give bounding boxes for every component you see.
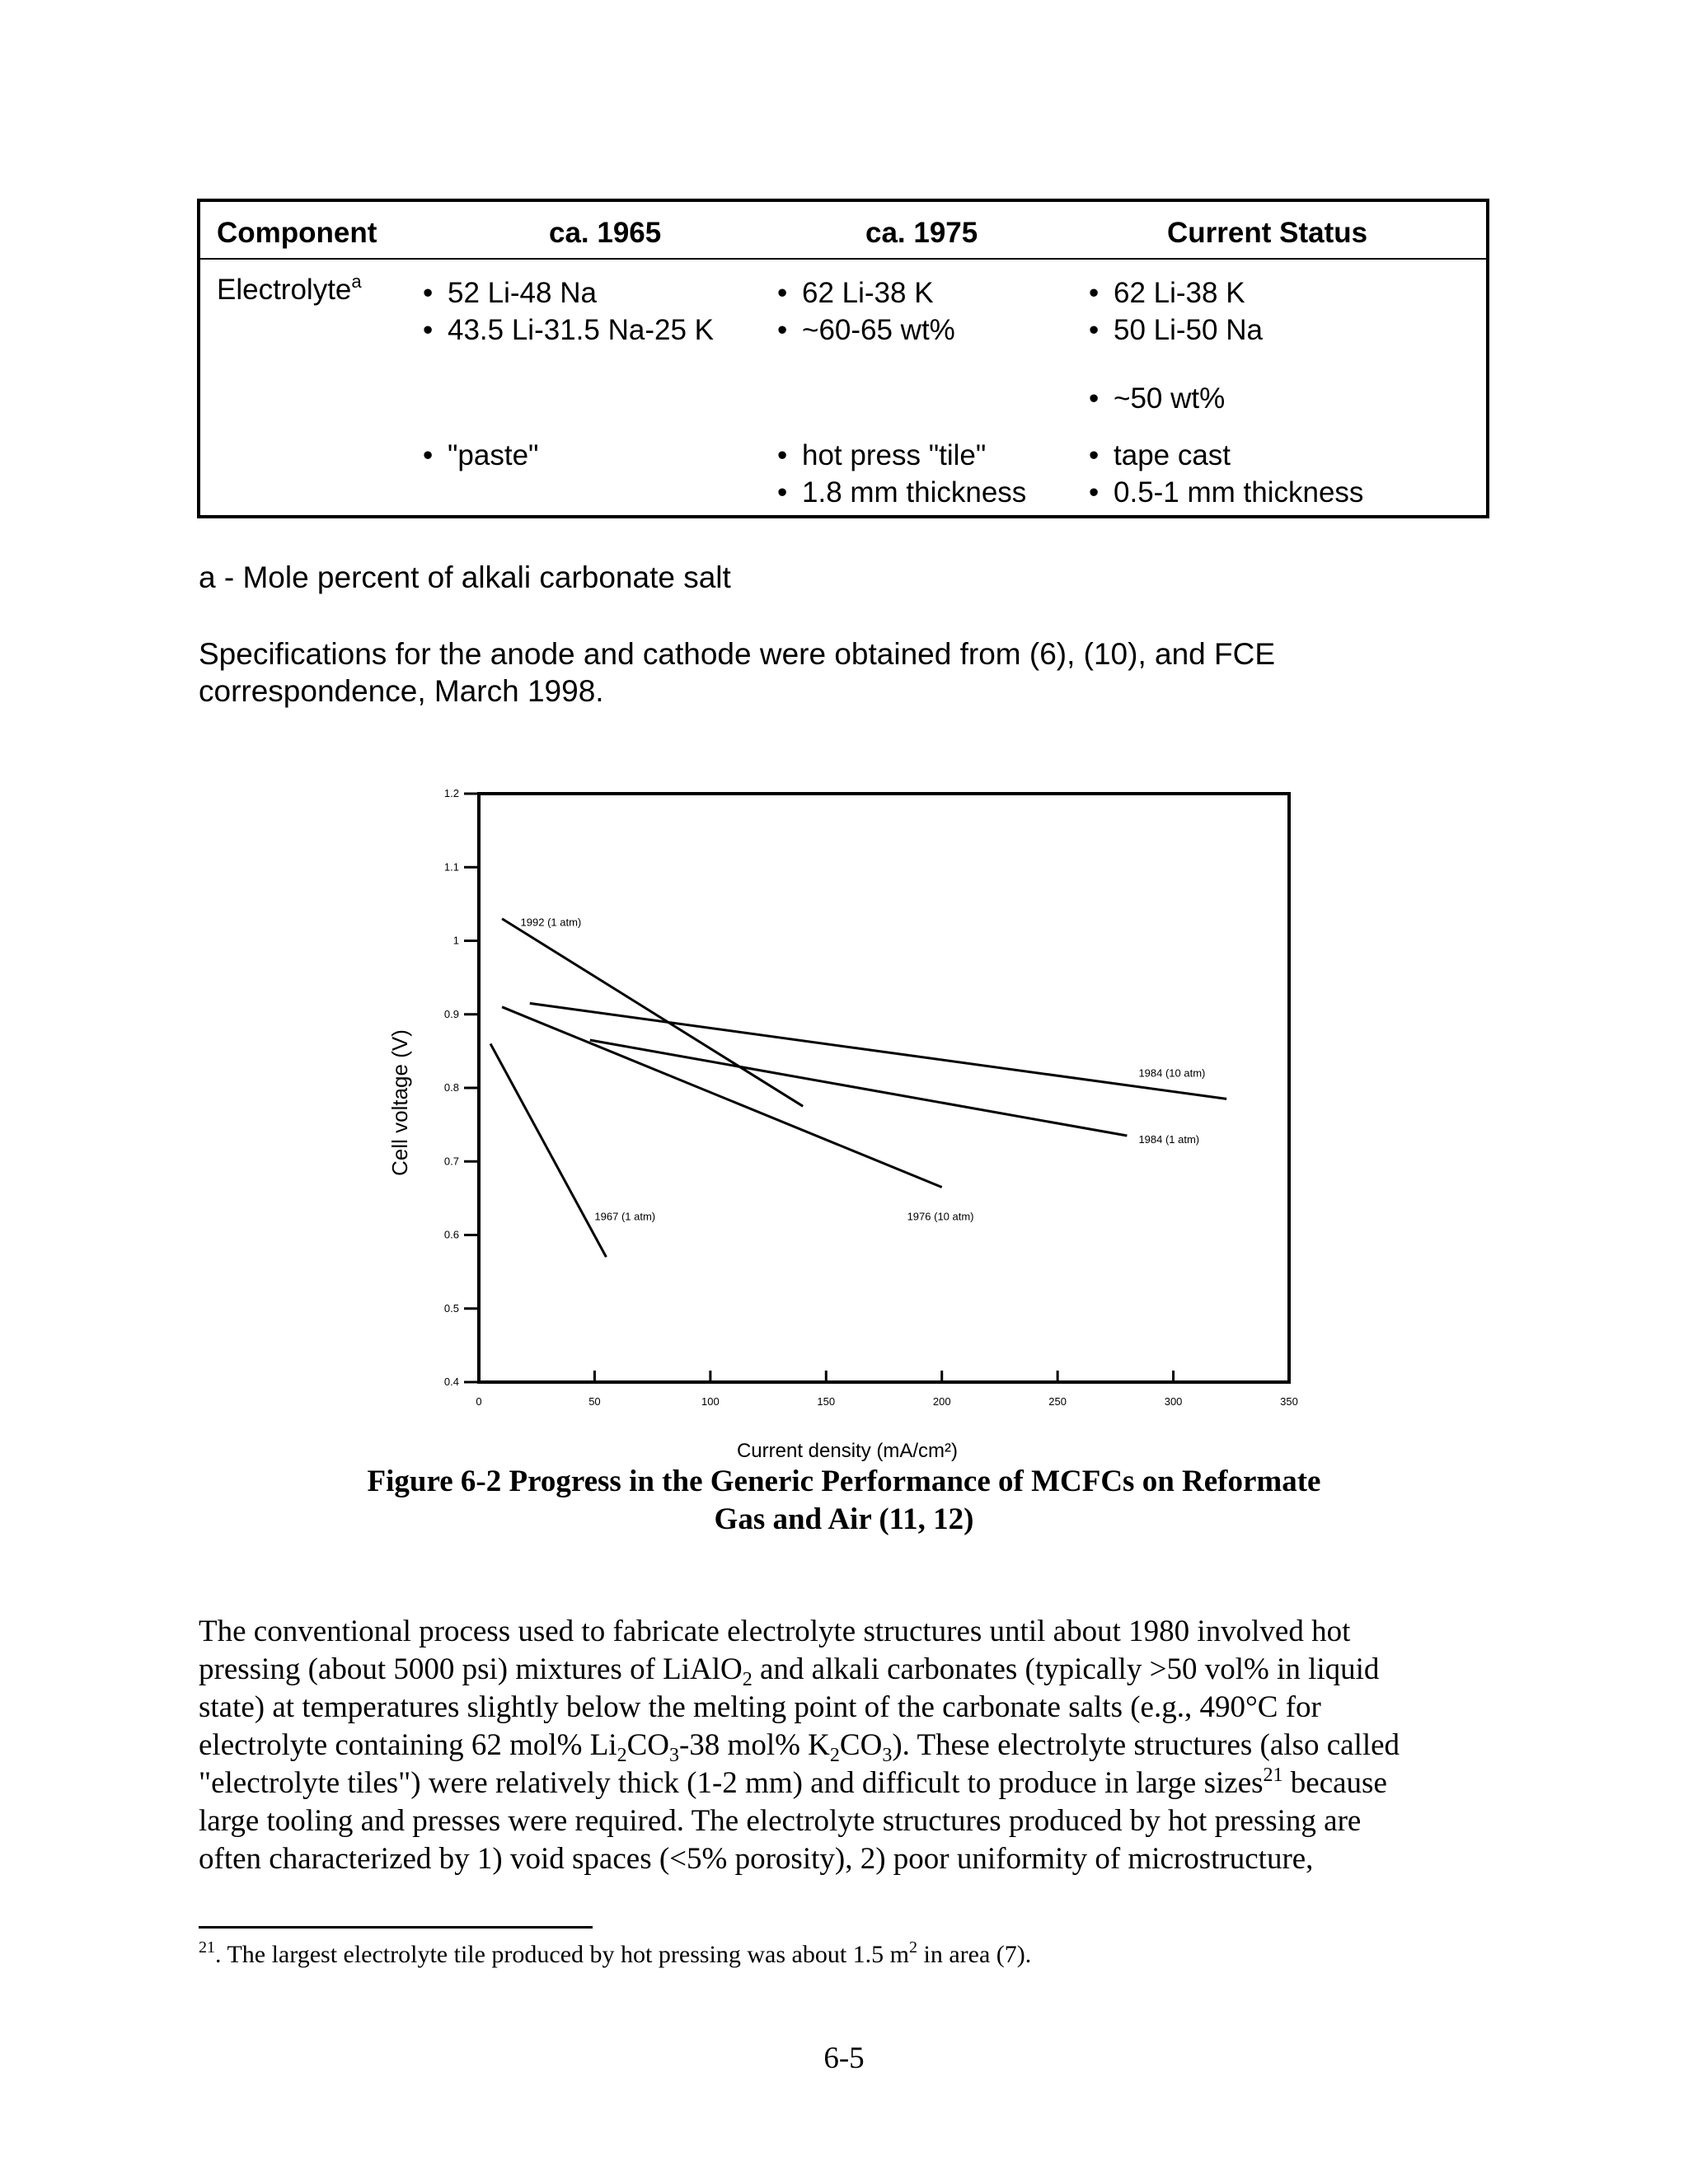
series-label: 1992 (1 atm)	[520, 916, 582, 929]
body-line-6: large tooling and presses were required. The electrolyte structures produced by hot pressing are	[199, 1804, 1362, 1838]
y-tick-label: 0.8	[443, 1081, 459, 1094]
text-run: in area (7).	[917, 1941, 1032, 1968]
table-footnote-a: a - Mole percent of alkali carbonate salt	[199, 560, 731, 594]
body-line-1: The conventional process used to fabricate electrolyte structures until about 1980 involved hot	[199, 1615, 1351, 1648]
figure-caption-line-2: Gas and Air (11, 12)	[714, 1502, 974, 1536]
x-tick-label: 50	[588, 1395, 601, 1408]
page-number: 6-5	[823, 2041, 865, 2075]
x-tick-label: 0	[476, 1395, 482, 1408]
component-name: Electrolyte	[217, 274, 352, 306]
text-run: . The largest electrolyte tile produced by hot pressing was about 1.5 m	[215, 1941, 910, 1968]
text-run: "electrolyte tiles") were relatively thick (1-2 mm) and difficult to produce in large sizes	[199, 1766, 1264, 1800]
series-lines	[490, 919, 1226, 1258]
footnote-reference[interactable]: 21	[1263, 1765, 1283, 1786]
text-run: pressing (about 5000 psi) mixtures of LiAlO	[199, 1652, 743, 1686]
subscript: 3	[882, 1745, 893, 1766]
series-line	[590, 1040, 1128, 1136]
text-run: electrolyte containing 62 mol% Li	[199, 1728, 617, 1762]
list-item: • 62 Li-38 K	[777, 274, 955, 312]
y-tick-label: 0.6	[443, 1228, 459, 1241]
header-ca-1965: ca. 1965	[549, 217, 662, 249]
superscript: 2	[909, 1938, 918, 1957]
series-line	[490, 1043, 606, 1257]
cell-current-composition	[1089, 274, 1263, 349]
plot-frame	[479, 794, 1289, 1382]
cell-1975-composition	[777, 274, 955, 349]
header-divider	[200, 258, 1486, 260]
text-run: and alkali carbonates (typically >50 vol% in liquid	[752, 1652, 1380, 1686]
y-tick-label: 1.2	[443, 787, 459, 799]
text-run: because	[1282, 1766, 1387, 1800]
list-item: • 62 Li-38 K	[1089, 274, 1263, 312]
figure-caption-line-1: Figure 6-2 Progress in the Generic Performance of MCFCs on Reformate	[367, 1465, 1321, 1498]
y-tick-label: 0.5	[443, 1301, 459, 1315]
electrolyte-spec-table	[197, 199, 1489, 518]
component-footnote-marker: a	[351, 271, 362, 292]
y-axis-ticks	[444, 787, 479, 1388]
body-line-5	[199, 1765, 1387, 1802]
list-item: • 0.5-1 mm thickness	[1089, 474, 1363, 511]
series-label: 1984 (10 atm)	[1138, 1066, 1206, 1080]
x-tick-label: 300	[1164, 1395, 1183, 1408]
series-line	[530, 1003, 1226, 1099]
cell-1965-composition	[423, 274, 714, 349]
y-tick-label: 1	[452, 934, 459, 947]
body-line-7: often characterized by 1) void spaces (<5% porosity), 2) poor uniformity of microstructure,	[199, 1842, 1314, 1876]
body-line-3: state) at temperatures slightly below the melting point of the carbonate salts (e.g., 490°C for	[199, 1690, 1321, 1724]
footnote-21	[199, 1938, 1031, 1971]
footnote-mark: 21	[199, 1938, 215, 1957]
y-tick-label: 1.1	[443, 860, 459, 874]
cell-current-form	[1089, 437, 1363, 511]
y-axis-title: Cell voltage (V)	[387, 1029, 412, 1176]
list-item: • tape cast	[1089, 437, 1363, 474]
text-run: CO	[839, 1728, 883, 1762]
spec-source-line-1: Specifications for the anode and cathode were obtained from (6), (10), and FCE	[199, 637, 1276, 671]
series-label: 1967 (1 atm)	[594, 1210, 656, 1223]
x-axis-ticks	[476, 1371, 1297, 1408]
y-tick-label: 0.4	[443, 1376, 459, 1388]
x-axis-title: Current density (mA/cm²)	[736, 1440, 959, 1462]
text-run: ). These electrolyte structures (also called	[892, 1728, 1400, 1762]
footnote-divider	[199, 1926, 593, 1929]
list-item: • ~50 wt%	[1089, 380, 1225, 417]
x-tick-label: 350	[1280, 1395, 1298, 1408]
body-line-4	[199, 1727, 1400, 1765]
x-tick-label: 250	[1048, 1395, 1067, 1408]
series-label: 1984 (1 atm)	[1138, 1132, 1200, 1146]
header-component: Component	[217, 217, 377, 249]
cell-current-content	[1089, 380, 1225, 417]
x-tick-label: 150	[817, 1395, 836, 1408]
list-item: • 1.8 mm thickness	[777, 474, 1026, 511]
list-item: • 50 Li-50 Na	[1089, 312, 1263, 349]
series-label: 1976 (10 atm)	[907, 1210, 974, 1223]
spec-source-line-2: correspondence, March 1998.	[199, 674, 604, 708]
body-line-2	[199, 1651, 1379, 1689]
x-tick-label: 100	[701, 1395, 720, 1408]
text-run: CO	[626, 1728, 669, 1762]
list-item: • "paste"	[423, 437, 538, 474]
series-labels	[521, 916, 1206, 1223]
list-item: • 52 Li-48 Na	[423, 274, 714, 312]
subscript: 2	[829, 1745, 840, 1766]
cell-1975-form	[777, 437, 1026, 511]
list-item: • hot press "tile"	[777, 437, 1026, 474]
x-tick-label: 200	[932, 1395, 951, 1408]
header-ca-1975: ca. 1975	[865, 217, 978, 249]
y-tick-label: 0.7	[443, 1155, 459, 1168]
text-run: -38 mol% K	[678, 1728, 830, 1762]
subscript: 2	[617, 1745, 627, 1766]
component-cell	[217, 271, 362, 308]
series-line	[502, 1007, 942, 1188]
header-current-status: Current Status	[1167, 217, 1368, 249]
y-tick-label: 0.9	[443, 1007, 459, 1020]
list-item: • ~60-65 wt%	[777, 312, 955, 349]
subscript: 2	[742, 1669, 753, 1690]
cell-1965-form	[423, 437, 538, 474]
list-item: • 43.5 Li-31.5 Na-25 K	[423, 312, 714, 349]
series-line	[502, 919, 803, 1107]
subscript: 3	[668, 1745, 679, 1766]
